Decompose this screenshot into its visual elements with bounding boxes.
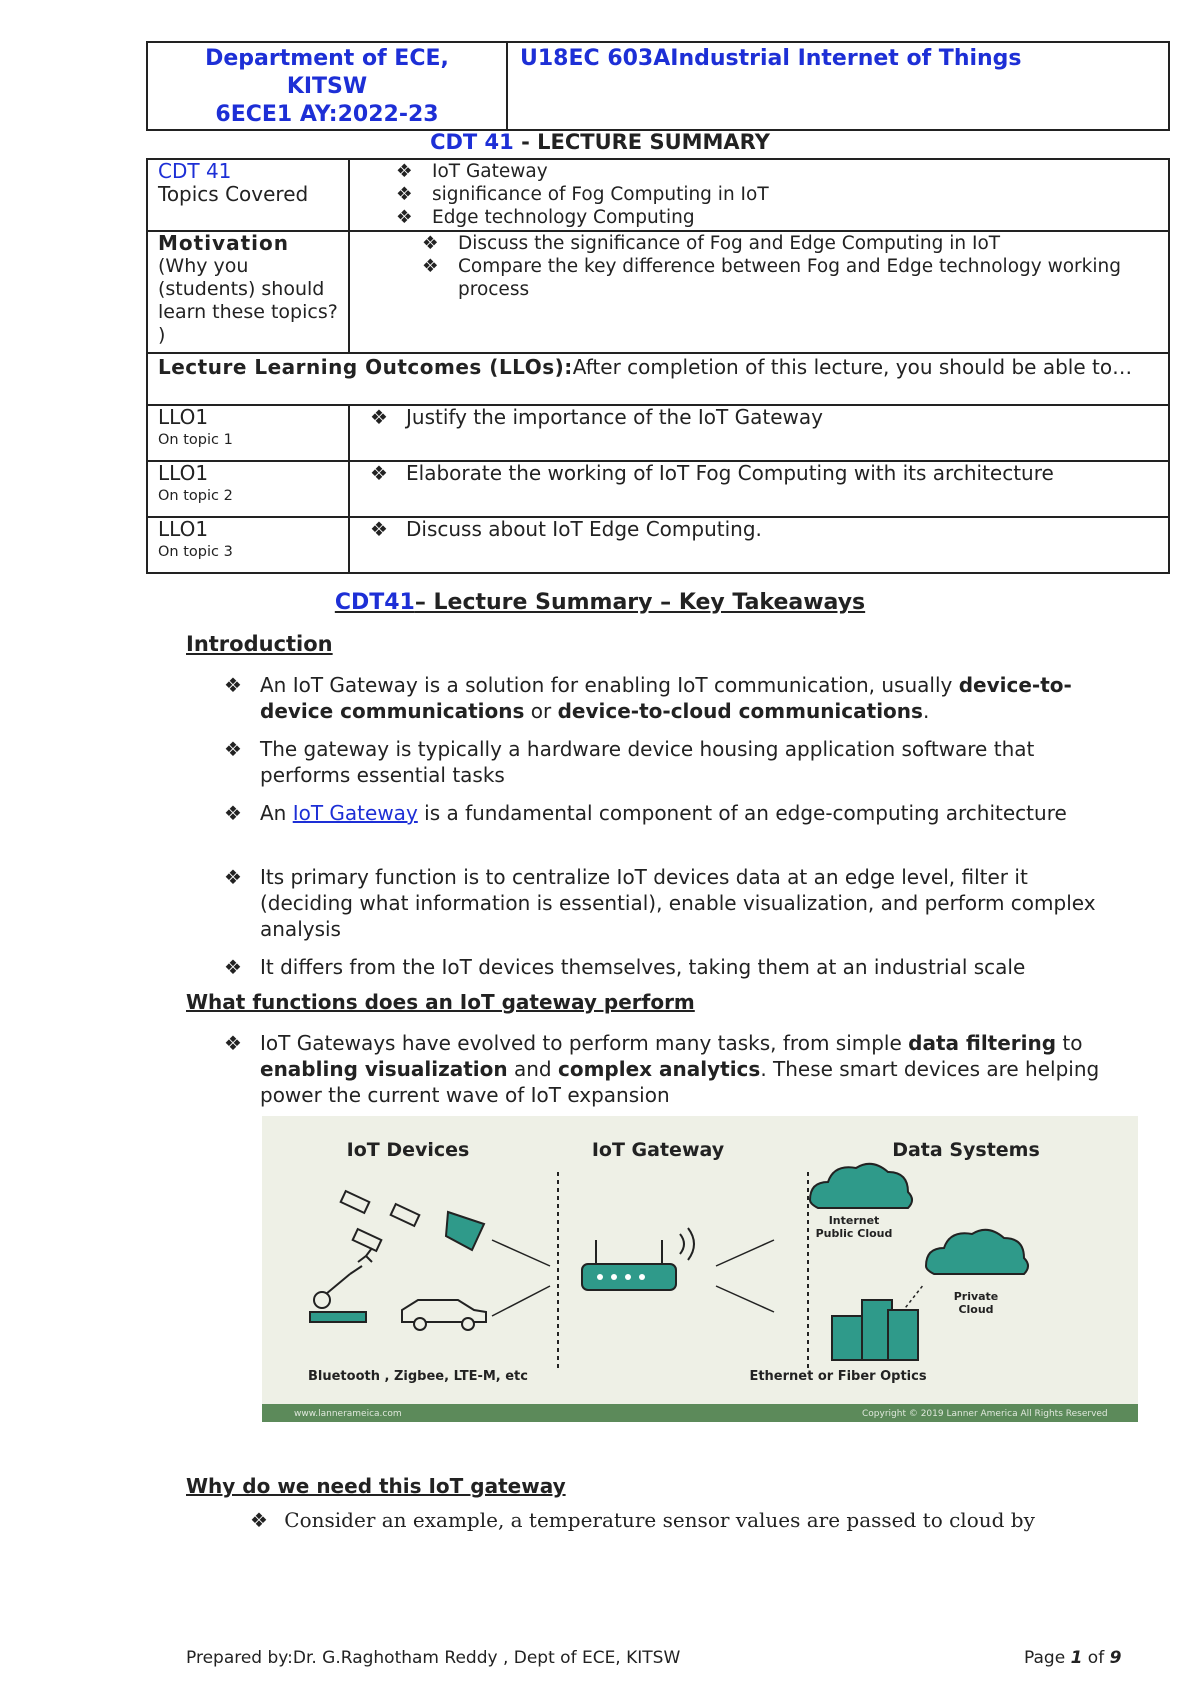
course-cell [507, 42, 1169, 130]
list-item: ❖ significance of Fog Computing in IoT [396, 184, 769, 205]
diamond-bullet-icon: ❖ [224, 865, 242, 889]
why-heading: Why do we need this IoT gateway [186, 1474, 566, 1498]
diamond-bullet-icon: ❖ [224, 1031, 242, 1055]
diagram-footer-left: www.lannerameica.com [294, 1409, 402, 1419]
class-year: 6ECE1 AY:2022-23 [215, 102, 439, 127]
introduction-heading: Introduction [186, 632, 333, 656]
protocol-left: Bluetooth , Zigbee, LTE-M, etc [308, 1369, 528, 1384]
topics-label: Topics Covered [158, 182, 309, 206]
course-title: U18EC 603AIndustrial Internet of Things [520, 46, 1022, 71]
diamond-bullet-icon: ❖ [422, 256, 439, 277]
diamond-bullet-icon: ❖ [396, 184, 413, 205]
llo-text-cell [349, 517, 1169, 573]
department-cell [147, 42, 507, 130]
col-iot-devices: IoT Devices [346, 1139, 470, 1161]
list-item: ❖ Compare the key difference between Fog and Edge technology working process [422, 256, 1121, 300]
llo-code: LLO1 [158, 517, 209, 541]
diamond-bullet-icon: ❖ [370, 405, 388, 429]
diamond-bullet-icon: ❖ [396, 161, 413, 182]
list-item: ❖ The gateway is typically a hardware device housing application software that performs essential tasks [224, 737, 1035, 787]
diamond-bullet-icon: ❖ [224, 801, 242, 825]
diagram-footer-right: Copyright © 2019 Lanner America All Rights Reserved [862, 1409, 1108, 1419]
department-name: Department of ECE, [205, 46, 449, 71]
llo-topic: On topic 1 [158, 432, 233, 448]
key-takeaways-code: CDT41 [334, 590, 415, 615]
functions-heading: What functions does an IoT gateway perform [186, 990, 695, 1014]
list-item: ❖ Discuss the significance of Fog and Edge Computing in IoT [422, 233, 1001, 254]
llo-code-cell [147, 461, 349, 517]
llo-code-cell [147, 405, 349, 461]
diamond-bullet-icon: ❖ [396, 207, 413, 228]
list-item: ❖ IoT Gateway [396, 161, 548, 182]
prepared-by: Prepared by:Dr. G.Raghotham Reddy , Dept of ECE, KITSW [186, 1648, 681, 1668]
diamond-bullet-icon: ❖ [250, 1508, 268, 1532]
llo-code: LLO1 [158, 461, 209, 485]
iot-gateway-link[interactable]: IoT Gateway [292, 801, 418, 825]
diamond-bullet-icon: ❖ [422, 233, 439, 254]
list-item: ❖ Elaborate the working of IoT Fog Computing with its architecture [370, 461, 1054, 485]
list-item: ❖ Edge technology Computing [396, 207, 695, 228]
lecture-title-text: - LECTURE SUMMARY [513, 130, 770, 154]
key-takeaways-text: – Lecture Summary – Key Takeaways [414, 590, 866, 615]
motivation-list [349, 231, 1169, 353]
llo-text-cell [349, 405, 1169, 461]
diamond-bullet-icon: ❖ [224, 955, 242, 979]
page-number: Page 1 of 9 [1024, 1648, 1122, 1668]
llo-header-cell [147, 353, 1169, 405]
lecture-code: CDT 41 [430, 130, 514, 154]
list-item: ❖ Justify the importance of the IoT Gateway [370, 405, 823, 429]
svg-text:Private: Private [953, 1290, 999, 1303]
motivation-subtitle: (Why you (students) should learn these topics? ) [158, 255, 338, 346]
motivation-label: Motivation [158, 231, 289, 255]
col-data-systems: Data Systems [892, 1139, 1040, 1161]
svg-text:Public Cloud: Public Cloud [815, 1227, 893, 1240]
list-item: ❖ An IoT Gateway is a solution for enabling IoT communication, usually device-to-device communications or device-to-cloud communications. [224, 673, 1072, 723]
diamond-bullet-icon: ❖ [224, 673, 242, 697]
lecture-title [0, 130, 1200, 154]
svg-text:Cloud: Cloud [958, 1303, 994, 1316]
llo-topic: On topic 2 [158, 488, 233, 504]
svg-text:Internet: Internet [828, 1214, 880, 1227]
diamond-bullet-icon: ❖ [370, 517, 388, 541]
key-takeaways-title [0, 590, 1200, 615]
diamond-bullet-icon: ❖ [370, 461, 388, 485]
llo-intro: After completion of this lecture, you should be able to… [572, 355, 1133, 379]
col-iot-gateway: IoT Gateway [591, 1139, 725, 1161]
llo-text-cell [349, 461, 1169, 517]
topics-label-cell [147, 159, 349, 231]
diamond-bullet-icon: ❖ [224, 737, 242, 761]
list-item: ❖ IoT Gateways have evolved to perform many tasks, from simple data filtering to enabling visualization and complex analytics. These smart devices are helping power the current wave of IoT expansion [224, 1031, 1100, 1107]
list-item: ❖ Discuss about IoT Edge Computing. [370, 517, 762, 541]
header-table [146, 41, 1170, 131]
motivation-label-cell [147, 231, 349, 353]
llo-code-cell [147, 517, 349, 573]
llo-code: LLO1 [158, 405, 209, 429]
summary-table [146, 158, 1170, 574]
llo-topic: On topic 3 [158, 544, 233, 560]
list-item: ❖ Consider an example, a temperature sensor values are passed to cloud by [250, 1508, 1035, 1532]
list-item: ❖ It differs from the IoT devices themselves, taking them at an industrial scale [224, 955, 1026, 979]
list-item: ❖ An IoT Gateway is a fundamental component of an edge-computing architecture [224, 801, 1067, 825]
institute-name: KITSW [286, 74, 368, 99]
protocol-right: Ethernet or Fiber Optics [749, 1369, 927, 1384]
topics-list [349, 159, 1169, 231]
list-item: ❖ Its primary function is to centralize IoT devices data at an edge level, filter it (deciding what information is essential), enable visualization, and perform complex analysis [224, 865, 1096, 941]
llo-label: Lecture Learning Outcomes (LLOs): [158, 355, 573, 379]
topics-code: CDT 41 [158, 159, 232, 183]
iot-gateway-diagram [262, 1116, 1138, 1422]
